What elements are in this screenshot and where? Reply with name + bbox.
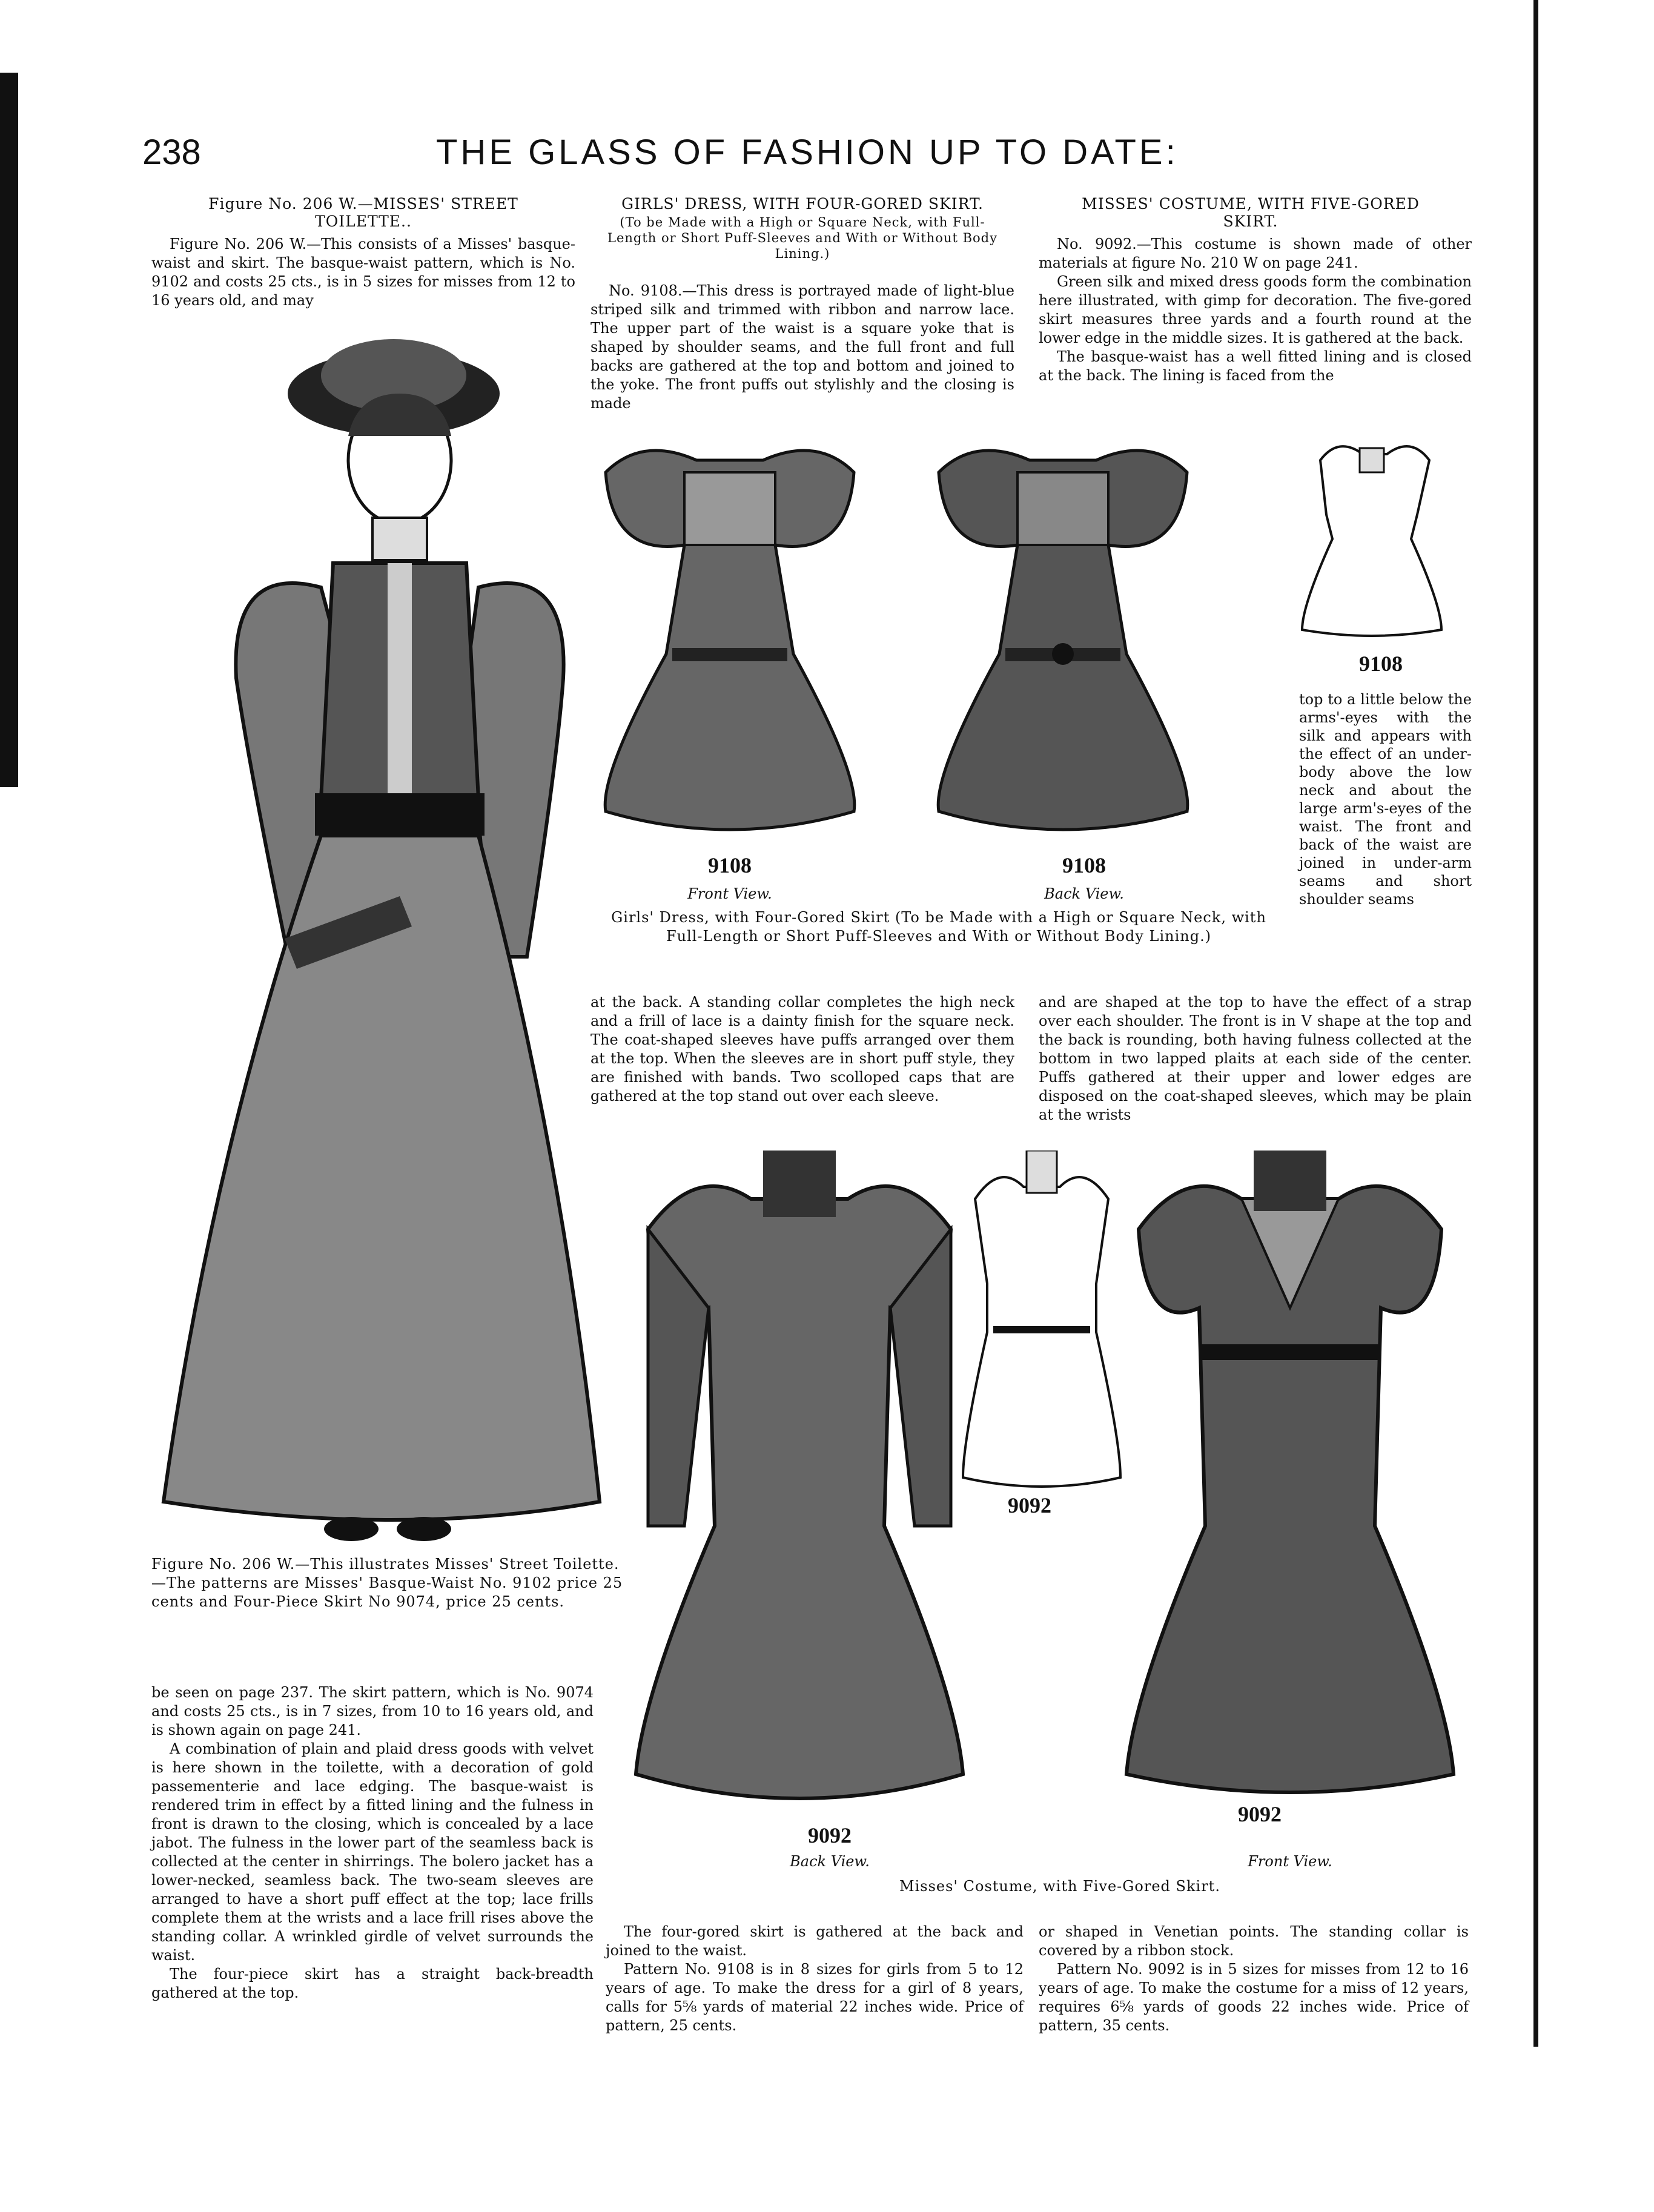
girls-dress-front-illustration [594, 436, 866, 848]
misses-costume-back-illustration [630, 1151, 969, 1823]
col3-middle [1039, 993, 1472, 1124]
figure-number: 9092 [808, 1823, 852, 1847]
girls-dress-lining-illustration [1296, 436, 1447, 642]
col2-p2: at the back. A standing collar completes the high neck and a frill of lace is a dainty finish for the square neck. The coat-shaped sleeves have puffs arranged over them at the top. When the sleeves are in short puff style, they are finished with bands. Two scolloped caps that are gathered at the top stand out over each sleeve. [590, 994, 1014, 1104]
col2-top [590, 282, 1014, 413]
girls-dress-caption: Girls' Dress, with Four-Gored Skirt (To be Made with a High or Square Neck, with Full-Length or Short Puff-Sleeves and With or Without Body Lining.) [611, 909, 1266, 945]
figure-number: 9092 [1238, 1802, 1282, 1826]
figure-number: 9108 [708, 853, 752, 877]
figure-number: 9108 [1062, 853, 1106, 877]
col2-heading: GIRLS' DRESS, WITH FOUR-GORED SKIRT. [621, 195, 984, 213]
col1-p1: be seen on page 237. The skirt pattern, which is No. 9074 and costs 25 cts., is in 7 sizes, from 10 to 16 years old, and is shown again on page 241. [151, 1684, 594, 1738]
col3-p3: The basque-waist has a well fitted lining and is closed at the back. The lining is faced from the [1039, 348, 1472, 384]
col3-p5: or shaped in Venetian points. The standing collar is covered by a ribbon stock. [1039, 1923, 1469, 1959]
figure-number: 9108 [1359, 652, 1403, 676]
col1-intro-text: Figure No. 206 W.—This consists of a Misses' basque-waist and skirt. The basque-waist pattern, which is No. 9102 and costs 25 cts., is in 5 sizes for misses from 12 to 16 years old, and may [151, 236, 575, 309]
col2-p3: The four-gored skirt is gathered at the back and joined to the waist. [606, 1923, 1024, 1959]
col1-heading [151, 195, 575, 230]
misses-costume-caption: Misses' Costume, with Five-Gored Skirt. [899, 1878, 1220, 1895]
col3-p6: Pattern No. 9092 is in 5 sizes for misses from 12 to 16 years of age. To make the costume for a miss of 12 years, requires 6⅝ yards of goods 22 inches wide. Price of pattern, 35 cents. [1039, 1961, 1469, 2034]
figure-number: 9092 [1008, 1493, 1051, 1517]
view-label: Front View. [1248, 1853, 1332, 1870]
col3-p1: No. 9092.—This costume is shown made of other materials at figure No. 210 W on page 241. [1039, 236, 1472, 271]
col3-heading-line2: SKIRT. [1223, 213, 1279, 230]
col2-middle [590, 993, 1014, 1106]
misses-street-toilette-illustration [139, 303, 612, 1550]
view-label: Front View. [687, 885, 772, 902]
col3-p4: and are shaped at the top to have the effect of a strap over each shoulder. The front is in V shape at the top and the back is rounding, both having fulness collected at the bottom in two lapped plaits at each side of the center. Puffs gathered at their upper and lower edges are disposed on the coat-shaped sleeves, which may be plain at the wrists [1039, 994, 1472, 1123]
col1-p3: The four-piece skirt has a straight back-breadth gathered at the top. [151, 1966, 594, 2001]
view-label: Back View. [1044, 885, 1124, 902]
view-label: Back View. [790, 1853, 870, 1870]
col3-narrow [1299, 690, 1472, 908]
girls-dress-back-illustration [927, 436, 1199, 848]
col2-subheading: (To be Made with a High or Square Neck, with Full-Length or Short Puff-Sleeves and With or Without Body Lining.) [607, 215, 997, 261]
page-title: THE GLASS OF FASHION UP TO DATE: [436, 133, 1179, 172]
col1-body [151, 1683, 594, 2002]
col3-bottom [1039, 1923, 1469, 2035]
col3-p2: Green silk and mixed dress goods form the combination here illustrated, with gimp for decoration. The five-gored skirt measures three yards and a fourth round at the lower edge in the middle sizes. It is gathered at the back. [1039, 273, 1472, 346]
page-edge-shadow [0, 73, 18, 787]
col1-intro [151, 235, 575, 310]
misses-costume-front-illustration [1120, 1151, 1460, 1811]
page-number: 238 [142, 133, 201, 172]
col3-narrow-text: top to a little below the arms'-eyes with the silk and appears with the effect of an under-body above the low neck and about the large arm's-eyes of the waist. The front and back of the waist are joined in under-arm seams and short shoulder seams [1299, 691, 1472, 908]
figure-206w-caption: Figure No. 206 W.—This illustrates Misses' Street Toilette.—The patterns are Misses' Basque-Waist No. 9102 price 25 cents and Four-Piece Skirt No 9074, price 25 cents. [151, 1556, 623, 1610]
col1-heading-line2: TOILETTE.. [315, 213, 412, 230]
col2-p1: No. 9108.—This dress is portrayed made of light-blue striped silk and trimmed with ribbon and narrow lace. The upper part of the waist is a square yoke that is shaped by shoulder seams, and the full front and full backs are gathered at the top and bottom and joined to the yoke. The front puffs out stylishly and the closing is made [590, 282, 1014, 412]
col2-p4: Pattern No. 9108 is in 8 sizes for girls from 5 to 12 years of age. To make the dress for a girl of 8 years, calls for 5⅝ yards of material 22 inches wide. Price of pattern, 25 cents. [606, 1961, 1024, 2034]
col1-p2: A combination of plain and plaid dress goods with velvet is here shown in the toilette, with a decoration of gold passementerie and lace edging. The basque-waist is rendered trim in effect by a fitted lining and the fulness in front is drawn to the closing, which is concealed by a lace jabot. The fulness in the lower part of the seamless back is collected at the center in shirrings. The bolero jacket has a lower-necked, seamless back. The two-seam sleeves are arranged to have a short puff effect at the top; lace frills complete them at the wrists and a lace frill rises above the standing collar. A wrinkled girdle of velvet surrounds the waist. [151, 1740, 594, 1964]
col1-heading-line1: Figure No. 206 W.—MISSES' STREET [208, 195, 518, 213]
col3-heading [1030, 195, 1472, 230]
col2-bottom [606, 1923, 1024, 2035]
col3-heading-line1: MISSES' COSTUME, WITH FIVE-GORED [1082, 195, 1420, 213]
misses-costume-lining-illustration [957, 1151, 1126, 1496]
column-rule [1533, 0, 1538, 2047]
col3-top [1039, 235, 1472, 385]
